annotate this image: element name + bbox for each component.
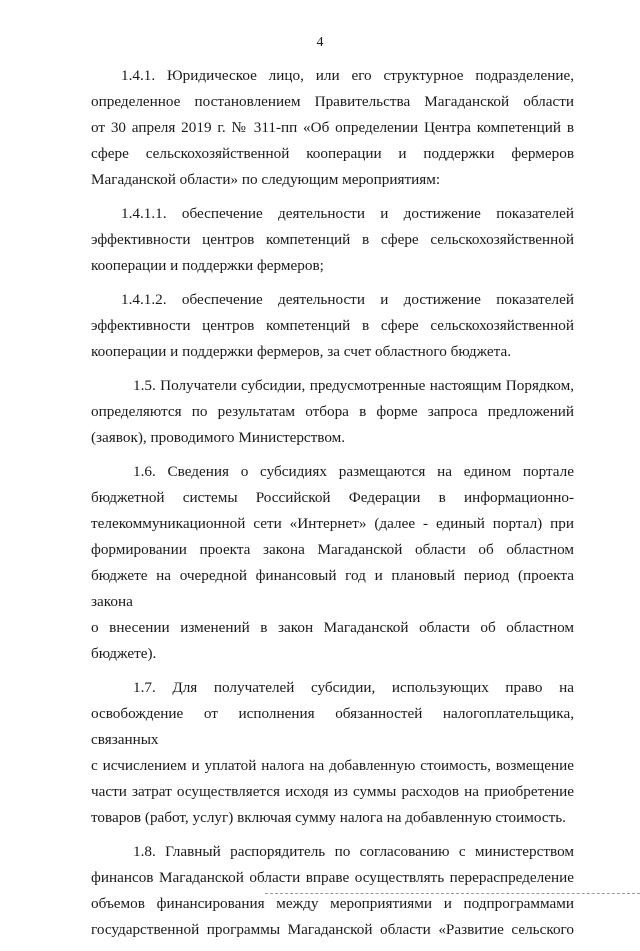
paragraph-1-4-1-1 [91,201,574,279]
paragraph-1-8 [91,839,574,943]
text-line: определяются по результатам отбора в форме запроса предложений [91,403,574,420]
text-line: 1.8. Главный распорядитель по согласованию с министерством [133,843,574,860]
text-line: государственной программы Магаданской области «Развитие сельского [91,921,574,938]
text-line: от 30 апреля 2019 г. № 311-пп «Об определении Центра компетенций в [91,119,574,136]
paragraph-1-4-1-2 [91,287,574,365]
text-line: 1.7. Для получателей субсидии, использующих право на [133,679,574,696]
footer-divider [265,893,640,894]
text-line: освобождение от исполнения обязанностей налогоплательщика, связанных [91,705,574,748]
text-line: бюджете на очередной финансовый год и плановый период (проекта закона [91,567,574,610]
paragraph-1-6 [91,459,574,667]
text-line: с исчислением и уплатой налога на добавленную стоимость, возмещение [91,757,574,774]
text-line: (заявок), проводимого Министерством. [91,429,346,446]
text-line: эффективности центров компетенций в сфере сельскохозяйственной [91,317,574,334]
text-line: объемов финансирования между мероприятиями и подпрограммами [91,895,574,912]
text-line: телекоммуникационной сети «Интернет» (далее - единый портал) при [91,515,574,532]
text-line: финансов Магаданской области вправе осуществлять перераспределение [91,869,574,886]
text-line: формировании проекта закона Магаданской области об областном [91,541,574,558]
text-line: кооперации и поддержки фермеров; [91,257,324,274]
paragraph-1-4-1 [91,63,574,193]
paragraph-1-7 [91,675,574,831]
text-line: Магаданской области» по следующим мероприятиям: [91,171,441,188]
text-line: 1.4.1.2. обеспечение деятельности и достижение показателей [121,291,574,308]
text-line: о внесении изменений в закон Магаданской области об областном [91,619,574,636]
text-line: товаров (работ, услуг) включая сумму налога на добавленную стоимость. [91,809,566,826]
text-line: 1.4.1. Юридическое лицо, или его структурное подразделение, [121,67,574,84]
text-line: 1.5. Получатели субсидии, предусмотренные настоящим Порядком, [133,377,574,394]
text-line: 1.6. Сведения о субсидиях размещаются на едином портале [133,463,574,480]
document-body [91,63,574,951]
text-line: бюджете). [91,645,157,662]
text-line: 1.4.1.1. обеспечение деятельности и достижение показателей [121,205,574,222]
page-number: 4 [316,35,324,50]
text-line: части затрат осуществляется исходя из суммы расходов на приобретение [91,783,574,800]
paragraph-1-5 [91,373,574,451]
text-line: определенное постановлением Правительства Магаданской области [91,93,574,110]
text-line: кооперации и поддержки фермеров, за счет областного бюджета. [91,343,512,360]
text-line: бюджетной системы Российской Федерации в информационно- [91,489,574,506]
text-line: эффективности центров компетенций в сфере сельскохозяйственной [91,231,574,248]
text-line: сфере сельскохозяйственной кооперации и поддержки фермеров [91,145,574,162]
